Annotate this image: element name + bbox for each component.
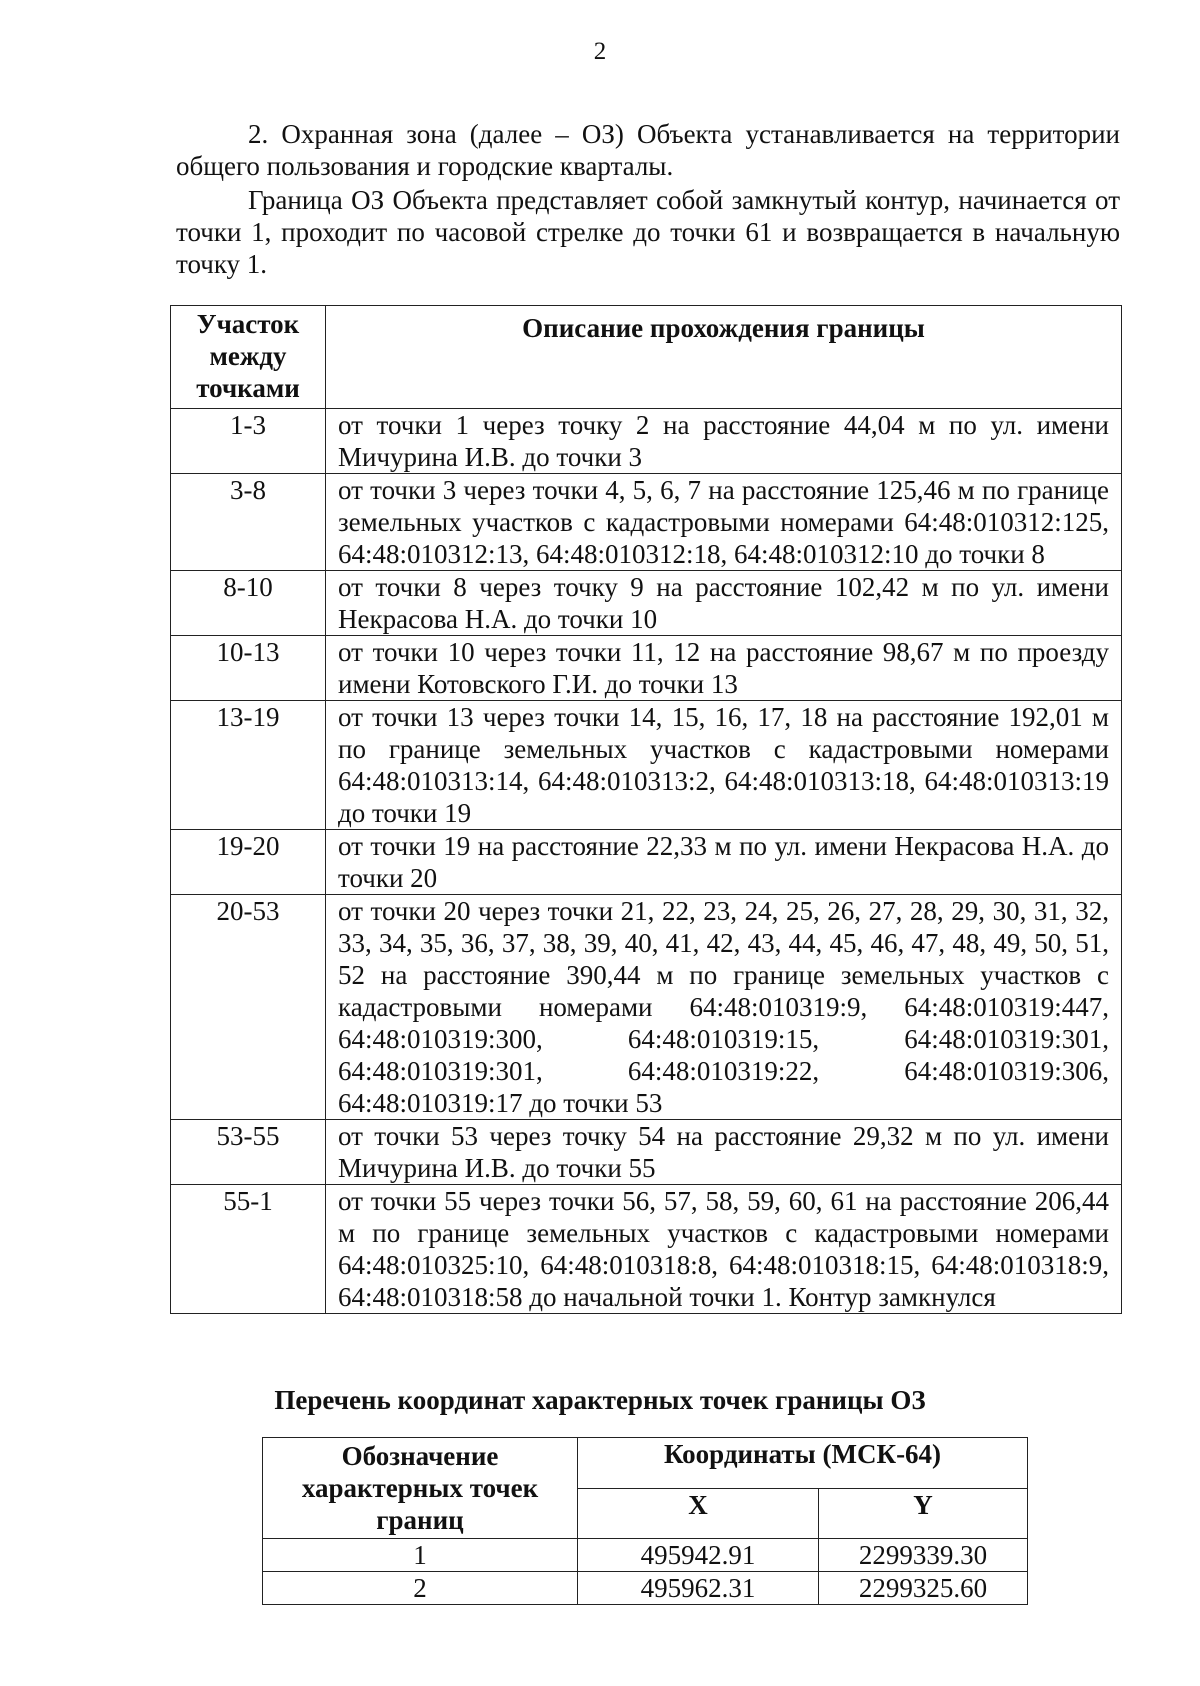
- table-row: [171, 1120, 1122, 1185]
- header-description: Описание прохождения границы: [326, 306, 1122, 409]
- description-cell: от точки 20 через точки 21, 22, 23, 24, 25, 26, 27, 28, 29, 30, 31, 32, 33, 34, 35, 36, 37, 38, 39, 40, 41, 42, 43, 44, 45, 46, 47, 48, 49, 50, 51, 52 на расстояние 390,44 м по границе земельных участков с кадастровыми номерами 64:48:010319:9, 64:48:010319:447, 64:48:010319:300, 64:48:010319:15, 64:48:010319:301, 64:48:010319:301, 64:48:010319:22, 64:48:010319:306, 64:48:010319:17 до точки 53: [326, 895, 1122, 1120]
- intro-paragraph-2: Граница ОЗ Объекта представляет собой замкнутый контур, начинается от точки 1, проходит по часовой стрелке до точки 61 и возвращается в начальную точку 1.: [176, 185, 1120, 279]
- table-row: [171, 895, 1122, 1120]
- segment-cell: 19-20: [171, 830, 326, 895]
- coordinates-table: [262, 1437, 1028, 1605]
- table-row: [171, 474, 1122, 571]
- table-row: [171, 830, 1122, 895]
- description-cell: от точки 8 через точку 9 на расстояние 102,42 м по ул. имени Некрасова Н.А. до точки 10: [326, 571, 1122, 636]
- description-cell: от точки 55 через точки 56, 57, 58, 59, 60, 61 на расстояние 206,44 м по границе земельных участков с кадастровыми номерами 64:48:010325:10, 64:48:010318:8, 64:48:010318:15, 64:48:010318:9, 64:48:010318:58 до начальной точки 1. Контур замкнулся: [326, 1185, 1122, 1314]
- y-cell: 2299325.60: [819, 1572, 1028, 1605]
- description-cell: от точки 53 через точку 54 на расстояние 29,32 м по ул. имени Мичурина И.В. до точки 55: [326, 1120, 1122, 1185]
- segment-cell: 53-55: [171, 1120, 326, 1185]
- description-cell: от точки 10 через точки 11, 12 на расстояние 98,67 м по проезду имени Котовского Г.И. до точки 13: [326, 636, 1122, 701]
- point-cell: 1: [263, 1539, 578, 1572]
- segment-cell: 3-8: [171, 474, 326, 571]
- description-cell: от точки 13 через точки 14, 15, 16, 17, 18 на расстояние 192,01 м по границе земельных участков с кадастровыми номерами 64:48:010313:14, 64:48:010313:2, 64:48:010313:18, 64:48:010313:19 до точки 19: [326, 701, 1122, 830]
- table-header-row: [171, 306, 1122, 409]
- intro-text: [176, 118, 1120, 280]
- header-y: Y: [819, 1488, 1028, 1539]
- table-row: [171, 409, 1122, 474]
- table-row: [171, 1185, 1122, 1314]
- x-cell: 495962.31: [578, 1572, 819, 1605]
- table-row: [263, 1539, 1028, 1572]
- y-cell: 2299339.30: [819, 1539, 1028, 1572]
- header-point-designation: Обозначение характерных точек границ: [263, 1438, 578, 1539]
- boundary-description-table: [170, 305, 1122, 1314]
- description-cell: от точки 3 через точки 4, 5, 6, 7 на расстояние 125,46 м по границе земельных участков с кадастровыми номерами 64:48:010312:125, 64:48:010312:13, 64:48:010312:18, 64:48:010312:10 до точки 8: [326, 474, 1122, 571]
- segment-cell: 10-13: [171, 636, 326, 701]
- segment-cell: 1-3: [171, 409, 326, 474]
- description-cell: от точки 1 через точку 2 на расстояние 44,04 м по ул. имени Мичурина И.В. до точки 3: [326, 409, 1122, 474]
- table-row: [263, 1572, 1028, 1605]
- x-cell: 495942.91: [578, 1539, 819, 1572]
- page-number: 2: [593, 38, 607, 65]
- point-cell: 2: [263, 1572, 578, 1605]
- coordinates-title: Перечень координат характерных точек границы ОЗ: [274, 1385, 926, 1415]
- header-x: X: [578, 1488, 819, 1539]
- table-row: [171, 701, 1122, 830]
- description-cell: от точки 19 на расстояние 22,33 м по ул. имени Некрасова Н.А. до точки 20: [326, 830, 1122, 895]
- segment-cell: 20-53: [171, 895, 326, 1120]
- segment-cell: 55-1: [171, 1185, 326, 1314]
- intro-paragraph-1: 2. Охранная зона (далее – ОЗ) Объекта устанавливается на территории общего пользования и городские кварталы.: [176, 119, 1120, 181]
- table-row: [171, 571, 1122, 636]
- segment-cell: 13-19: [171, 701, 326, 830]
- segment-cell: 8-10: [171, 571, 326, 636]
- header-segment: Участок между точками: [171, 306, 326, 409]
- header-coordinates: Координаты (МСК-64): [578, 1438, 1028, 1489]
- coords-header-row: [263, 1438, 1028, 1489]
- table-row: [171, 636, 1122, 701]
